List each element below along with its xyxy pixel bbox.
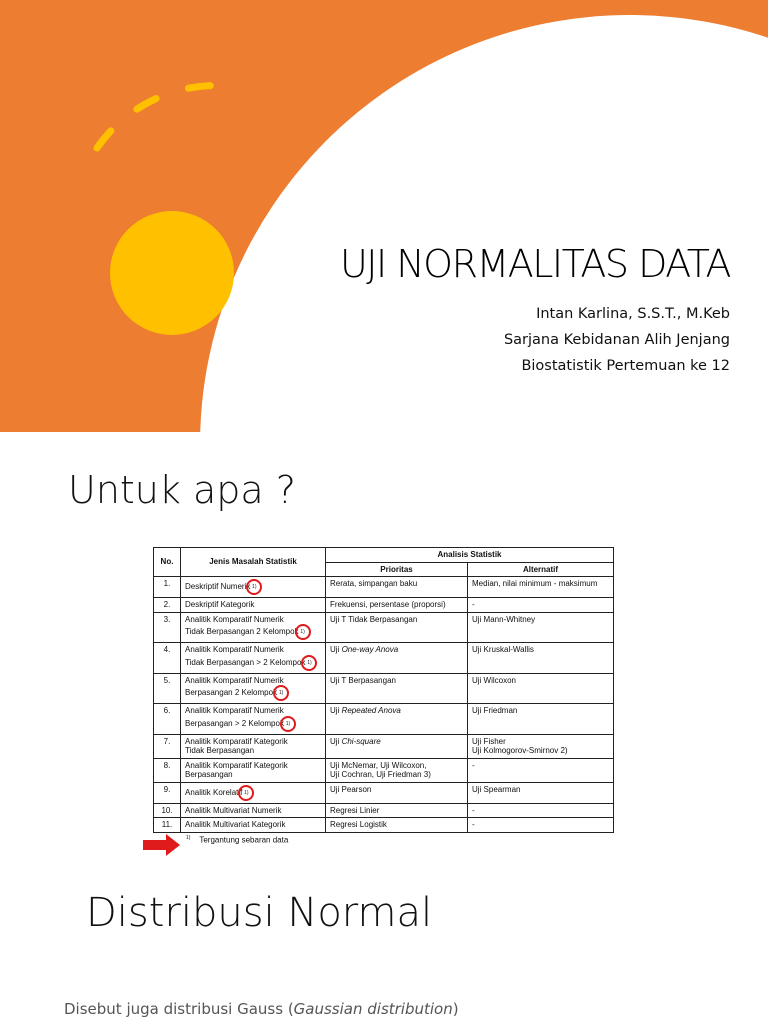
prioritas-line: [330, 820, 463, 830]
cell-prioritas: [326, 598, 468, 613]
cell-no: 2.: [154, 598, 181, 613]
header-analisis: Analisis Statistik: [326, 548, 614, 563]
prioritas-text: Regresi Linier: [330, 805, 380, 815]
cell-prioritas: [326, 734, 468, 758]
prioritas-text: Uji McNemar, Uji Wilcoxon,: [330, 760, 427, 770]
jenis-line: [185, 676, 321, 686]
jenis-text: Analitik Multivariat Kategorik: [185, 820, 286, 829]
section-heading-distribusi-normal: Distribusi Normal: [86, 890, 433, 936]
cell-alternatif: [468, 704, 614, 735]
cell-alternatif: [468, 612, 614, 643]
alternatif-line: [472, 746, 609, 756]
jenis-line: [185, 806, 321, 816]
cell-jenis: [181, 577, 326, 598]
alternatif-line: [472, 785, 609, 795]
distribution-description: [64, 1000, 459, 1018]
jenis-line: [185, 785, 321, 801]
jenis-line: [185, 600, 321, 610]
cell-prioritas: [326, 782, 468, 803]
jenis-text: Analitik Multivariat Numerik: [185, 805, 282, 815]
table-row: [154, 577, 614, 598]
prioritas-text: Frekuensi, persentase (proporsi): [330, 600, 446, 609]
jenis-text: Analitik Komparatif Numerik: [185, 706, 284, 715]
red-circle-marker: 1): [238, 785, 254, 801]
jenis-text: Tidak Berpasangan > 2 Kelompok: [185, 657, 306, 667]
red-circle-marker: 1): [246, 579, 262, 595]
jenis-line: [185, 645, 321, 655]
jenis-text: Analitik Komparatif Numerik: [185, 675, 284, 685]
cell-prioritas: [326, 818, 468, 833]
prioritas-line: [330, 579, 463, 589]
meeting-info: Biostatistik Pertemuan ke 12: [521, 358, 730, 374]
alternatif-line: [472, 737, 609, 747]
prioritas-text: Uji Pearson: [330, 784, 372, 794]
header-prioritas: Prioritas: [326, 562, 468, 577]
cell-no: 9.: [154, 782, 181, 803]
alternatif-text: -: [472, 820, 475, 829]
jenis-line: [185, 615, 321, 625]
header-no: No.: [154, 548, 181, 577]
footnote-text: Tergantung sebaran data: [199, 835, 289, 845]
red-arrow-icon: [142, 833, 184, 857]
section-heading-untuk-apa: Untuk apa ?: [68, 468, 296, 512]
cell-alternatif: [468, 818, 614, 833]
alternatif-text: -: [472, 760, 475, 770]
cell-prioritas: [326, 612, 468, 643]
jenis-line: [185, 685, 321, 701]
cell-alternatif: [468, 782, 614, 803]
table-row: [154, 734, 614, 758]
table-row: [154, 782, 614, 803]
footnote-mark: 1): [186, 835, 191, 841]
table-row: [154, 803, 614, 818]
prioritas-line: [330, 785, 463, 795]
prioritas-text: Uji Chi-square: [330, 736, 381, 746]
alternatif-text: Uji Kolmogorov-Smirnov 2): [472, 746, 568, 755]
cell-no: 3.: [154, 612, 181, 643]
alternatif-line: [472, 806, 609, 816]
cell-no: 5.: [154, 673, 181, 704]
red-circle-marker: 1): [295, 624, 311, 640]
cell-no: 8.: [154, 758, 181, 782]
prioritas-line: [330, 615, 463, 625]
author-name: Intan Karlina, S.S.T., M.Keb: [536, 306, 730, 322]
table-row: [154, 598, 614, 613]
prioritas-line: [330, 737, 463, 747]
jenis-line: [185, 624, 321, 640]
prioritas-line: [330, 600, 463, 610]
alternatif-text: -: [472, 805, 475, 815]
jenis-text: Analitik Komparatif Kategorik: [185, 760, 288, 770]
cell-prioritas: [326, 643, 468, 674]
prioritas-line: [330, 676, 463, 686]
jenis-text: Tidak Berpasangan: [185, 746, 255, 755]
cell-no: 7.: [154, 734, 181, 758]
alternatif-line: [472, 615, 609, 625]
cell-alternatif: [468, 643, 614, 674]
jenis-line: [185, 770, 321, 780]
alternatif-line: [472, 820, 609, 830]
cell-jenis: [181, 803, 326, 818]
alternatif-text: Uji Kruskal-Wallis: [472, 645, 534, 654]
prioritas-line: [330, 770, 463, 780]
cell-jenis: [181, 734, 326, 758]
description-prefix: Disebut juga distribusi Gauss (: [64, 1000, 294, 1018]
prioritas-text: Uji Cochran, Uji Friedman 3): [330, 770, 431, 779]
prioritas-text: Uji T Berpasangan: [330, 675, 396, 685]
cell-jenis: [181, 612, 326, 643]
prioritas-text: Rerata, simpangan baku: [330, 579, 418, 588]
cell-prioritas: [326, 758, 468, 782]
table-row: [154, 673, 614, 704]
table-row: [154, 818, 614, 833]
header-jenis: Jenis Masalah Statistik: [181, 548, 326, 577]
cell-jenis: [181, 643, 326, 674]
alternatif-text: -: [472, 600, 475, 609]
alternatif-line: [472, 645, 609, 655]
cell-jenis: [181, 673, 326, 704]
alternatif-line: [472, 761, 609, 771]
statistics-table: [153, 547, 614, 833]
alternatif-line: [472, 579, 609, 589]
slide-title: UJI NORMALITAS DATA: [339, 242, 730, 286]
cell-jenis: [181, 782, 326, 803]
alternatif-text: Uji Friedman: [472, 706, 518, 715]
cell-jenis: [181, 818, 326, 833]
alternatif-text: Median, nilai minimum - maksimum: [472, 579, 598, 588]
jenis-line: [185, 761, 321, 771]
cell-no: 1.: [154, 577, 181, 598]
jenis-line: [185, 655, 321, 671]
alternatif-text: Uji Wilcoxon: [472, 675, 517, 685]
decorative-yellow-circle: [110, 211, 234, 335]
red-circle-marker: 1): [280, 716, 296, 732]
alternatif-text: Uji Fisher: [472, 736, 506, 746]
jenis-line: [185, 716, 321, 732]
jenis-text: Analitik Komparatif Kategorik: [185, 736, 288, 746]
alternatif-line: [472, 706, 609, 716]
alternatif-line: [472, 600, 609, 610]
prioritas-line: [330, 806, 463, 816]
cell-no: 4.: [154, 643, 181, 674]
cell-alternatif: [468, 734, 614, 758]
prioritas-line: [330, 645, 463, 655]
description-suffix: ): [452, 1000, 459, 1018]
cell-alternatif: [468, 577, 614, 598]
table-row: [154, 643, 614, 674]
cell-prioritas: [326, 577, 468, 598]
jenis-text: Analitik Korelatif: [185, 787, 243, 797]
cell-jenis: [181, 704, 326, 735]
alternatif-text: Uji Spearman: [472, 784, 521, 794]
alternatif-text: Uji Mann-Whitney: [472, 614, 536, 624]
cell-alternatif: [468, 803, 614, 818]
cell-jenis: [181, 598, 326, 613]
jenis-text: Deskriptif Kategorik: [185, 600, 255, 609]
cell-prioritas: [326, 673, 468, 704]
cell-no: 10.: [154, 803, 181, 818]
red-circle-marker: 1): [273, 685, 289, 701]
jenis-text: Analitik Komparatif Numerik: [185, 614, 284, 624]
jenis-text: Berpasangan: [185, 770, 233, 779]
description-italic: Gaussian distribution: [293, 1000, 453, 1018]
prioritas-line: [330, 706, 463, 716]
program-name: Sarjana Kebidanan Alih Jenjang: [503, 332, 730, 348]
jenis-line: [185, 746, 321, 756]
jenis-text: Deskriptif Numerik: [185, 582, 251, 592]
jenis-line: [185, 820, 321, 830]
cell-no: 11.: [154, 818, 181, 833]
prioritas-text: Regresi Logistik: [330, 820, 387, 829]
red-circle-marker: 1): [301, 655, 317, 671]
cell-alternatif: [468, 673, 614, 704]
jenis-text: Berpasangan > 2 Kelompok: [185, 718, 284, 728]
table-row: [154, 704, 614, 735]
jenis-line: [185, 706, 321, 716]
jenis-line: [185, 579, 321, 595]
cell-prioritas: [326, 803, 468, 818]
table-footnote: [186, 835, 288, 845]
prioritas-text: Uji Repeated Anova: [330, 706, 401, 715]
prioritas-line: [330, 761, 463, 771]
title-slide: [0, 0, 768, 432]
table-row: [154, 612, 614, 643]
cell-prioritas: [326, 704, 468, 735]
jenis-text: Tidak Berpasangan 2 Kelompok: [185, 627, 299, 637]
jenis-text: Analitik Komparatif Numerik: [185, 645, 284, 654]
jenis-line: [185, 737, 321, 747]
table-row: [154, 758, 614, 782]
alternatif-line: [472, 676, 609, 686]
jenis-text: Berpasangan 2 Kelompok: [185, 688, 278, 698]
cell-alternatif: [468, 598, 614, 613]
prioritas-text: Uji T Tidak Berpasangan: [330, 614, 418, 624]
cell-jenis: [181, 758, 326, 782]
prioritas-text: Uji One-way Anova: [330, 645, 399, 654]
cell-alternatif: [468, 758, 614, 782]
cell-no: 6.: [154, 704, 181, 735]
header-alternatif: Alternatif: [468, 562, 614, 577]
